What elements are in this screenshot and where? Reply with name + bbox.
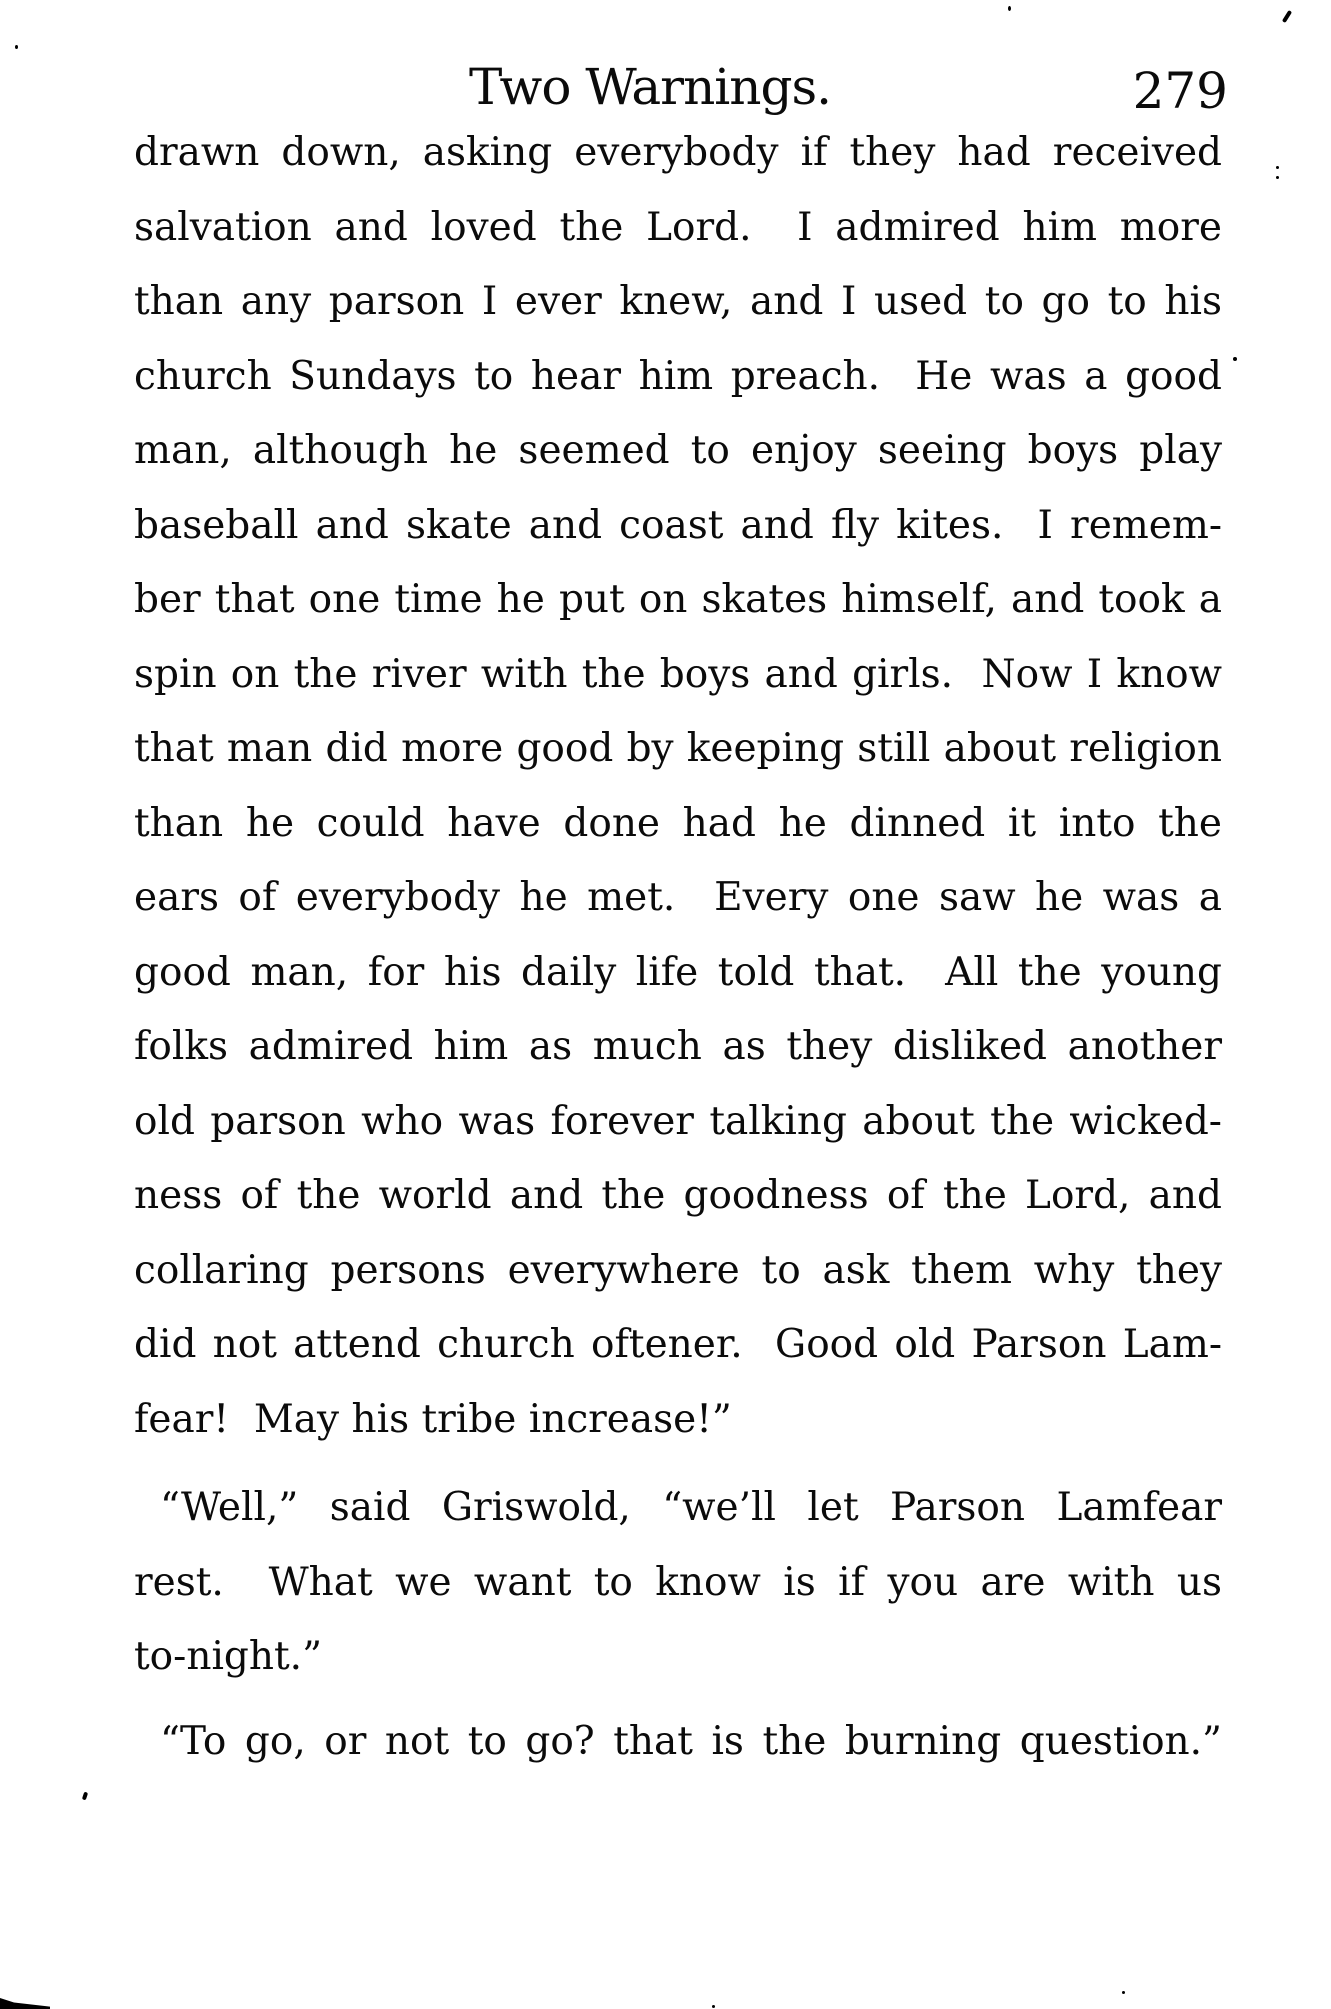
text-line: than he could have done had he dinned it into the — [134, 800, 1222, 846]
ink-speck — [82, 1792, 88, 1801]
scan-artifact-wedge — [0, 1996, 50, 2009]
text-line: old parson who was forever talking about the wicked- — [134, 1098, 1222, 1144]
ink-speck — [1282, 10, 1292, 23]
paragraph — [134, 1471, 1222, 1695]
ink-speck — [1233, 357, 1237, 361]
text-line: man, although he seemed to enjoy seeing boys play — [134, 428, 1222, 473]
ink-speck — [1276, 166, 1279, 169]
text-line: than any parson I ever knew, and I used to go to his — [134, 279, 1222, 324]
paragraph — [134, 1705, 1222, 1780]
text-line: ber that one time he put on skates himself, and took a — [134, 577, 1222, 622]
text-line: drawn down, asking everybody if they had received — [134, 130, 1222, 175]
text-line: baseball and skate and coast and fly kites. I remem- — [134, 502, 1222, 548]
text-line: good man, for his daily life told that. All the young — [134, 949, 1222, 995]
text-line: salvation and loved the Lord. I admired him more — [134, 204, 1222, 250]
ink-speck — [15, 45, 18, 49]
text-line: that man did more good by keeping still about religion — [134, 726, 1222, 771]
ink-speck — [1122, 1991, 1125, 1994]
text-line: “Well,” said Griswold, “we’ll let Parson Lamfear — [160, 1485, 1222, 1530]
ink-speck — [1276, 176, 1279, 179]
ink-speck — [1008, 6, 1011, 11]
text-line: to-night.” — [134, 1634, 323, 1679]
text-line: ness of the world and the goodness of the Lord, and — [134, 1173, 1222, 1218]
text-line: spin on the river with the boys and girls. Now I know — [134, 651, 1222, 697]
text-line: collaring persons everywhere to ask them why they — [134, 1247, 1222, 1293]
text-line: ears of everybody he met. Every one saw he was a — [134, 875, 1222, 920]
text-line: did not attend church oftener. Good old Parson Lam- — [134, 1322, 1222, 1367]
text-line: folks admired him as much as they disliked another — [134, 1024, 1222, 1069]
paragraph — [134, 116, 1222, 1457]
ink-speck — [712, 2005, 715, 2008]
body-text — [134, 116, 1222, 1779]
text-line: fear! May his tribe increase!” — [134, 1396, 732, 1442]
text-line: rest. What we want to know is if you are with us — [134, 1559, 1222, 1605]
page-number: 279 — [1132, 62, 1228, 120]
text-line: church Sundays to hear him preach. He was a good — [134, 353, 1222, 399]
page-title: Two Warnings. — [468, 58, 832, 116]
text-line: “To go, or not to go? that is the burning question.” — [160, 1718, 1222, 1764]
